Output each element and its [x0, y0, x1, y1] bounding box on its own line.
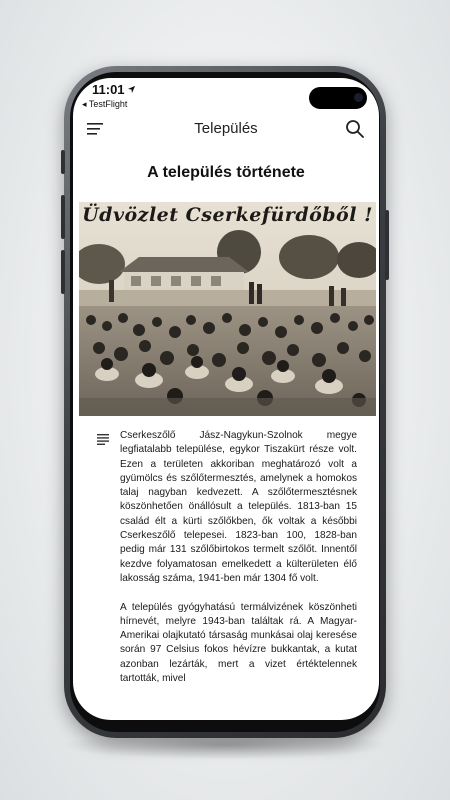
search-icon[interactable] [345, 119, 365, 139]
front-camera [354, 93, 363, 102]
postcard-illustration [79, 202, 376, 416]
article-paragraph-1: Cserkeszőlő Jász-Nagykun-Szolnok megye legfiatalabb települése, egykor Tiszakürt része volt. Ezen a területen akkoriban meghatározó volt a gyümölcs és szőlőtermesztés, amelynek a homokos talaj nagyban kedvezett. A szőlőtermesztésnek köszönhetően önállósult a település. 1813-ban 15 család élt a kürti szőlőkben, ők voltak a későbbi Cserkeszőlő telepesei. 1823-ban 100, 1828-ban pedig már 131 szőlőbirtokos termelt szőlőt. Innentől kezdve folyamatosan emelkedett a külterületen élő lakosság száma, 1941-ben már 1304 fő volt. [120, 430, 357, 584]
page-title: A település története [147, 164, 305, 181]
header-title: Település [194, 120, 258, 137]
power-button [385, 210, 389, 280]
status-time: 11:01 [92, 82, 125, 97]
postcard-caption: Üdvözlet Cserkefürdőből ! [82, 204, 373, 226]
app-header [73, 114, 379, 146]
mute-switch [61, 150, 65, 174]
history-article [120, 429, 357, 701]
location-arrow-icon [127, 85, 136, 94]
text-paragraph-icon [97, 434, 109, 445]
volume-up-button [61, 195, 65, 239]
screen [73, 78, 379, 720]
article-paragraph-2: A település gyógyhatású termálvizének köszönheti hírnevét, melyre 1943-ban találtak rá. A Magyar- Amerikai olajkutató társaság munkásai olaj keresése során 97 Celsius fokos hévízre bukkantak, a kutat azonban lezárták, mert a vizet értéktelennek tartották, mivel [120, 601, 357, 685]
status-bar [73, 78, 379, 112]
historic-postcard-image [79, 202, 376, 416]
volume-down-button [61, 250, 65, 294]
back-to-testflight-link[interactable]: ◂ TestFlight [82, 99, 128, 109]
